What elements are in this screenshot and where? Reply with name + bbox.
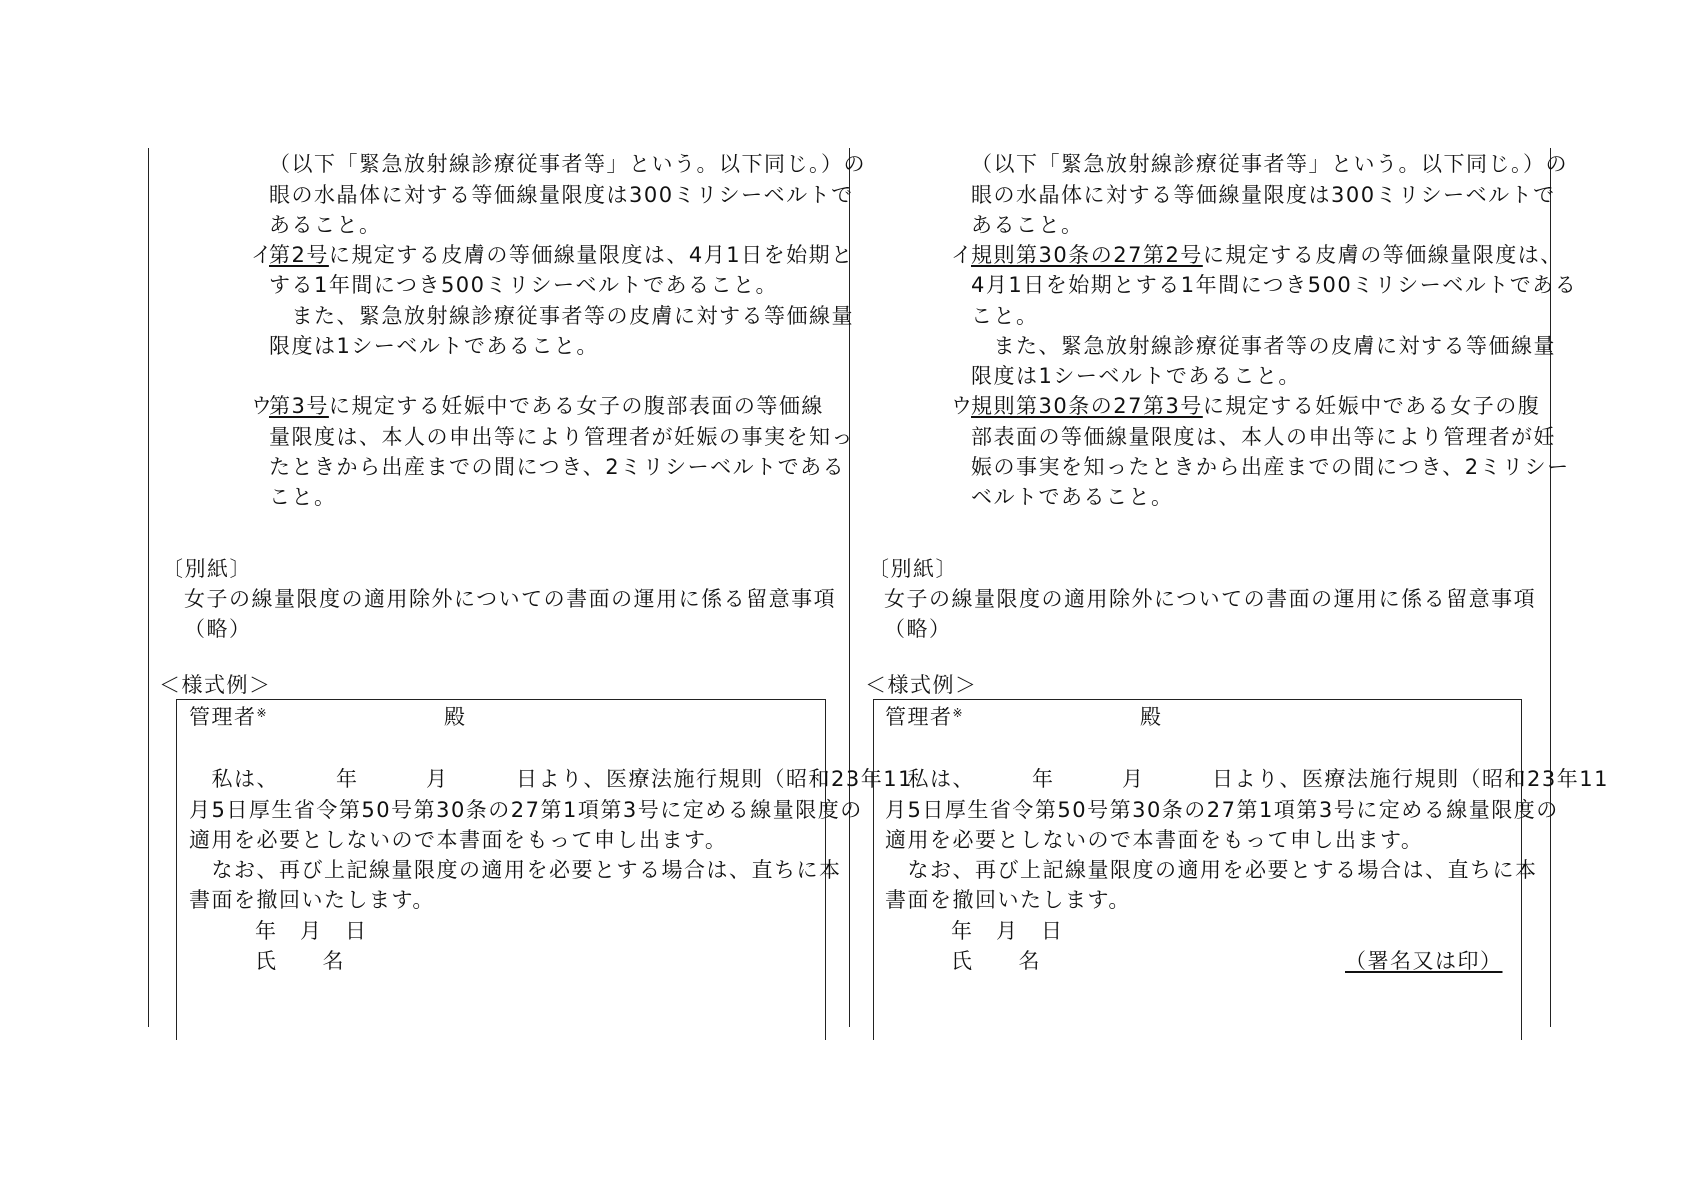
line-text: に規定する皮膚の等価線量限度は、 xyxy=(1202,243,1563,267)
form-text-line: 私は、 年 月 日より、医療法施行規則（昭和23年11 xyxy=(189,767,913,791)
body-line xyxy=(971,423,1556,451)
form-text-line: 私は、 年 月 日より、医療法施行規則（昭和23年11 xyxy=(885,767,1609,791)
attachment-title: 女子の線量限度の適用除外についての書面の運用に係る留意事項 xyxy=(884,587,1537,611)
body-line xyxy=(971,271,1577,299)
line-text: こと。 xyxy=(971,304,1039,328)
line-text: 限度は1シーベルトであること。 xyxy=(971,364,1301,388)
form-example-label: ＜様式例＞ xyxy=(865,673,978,697)
underlined-reference: 第2号 xyxy=(269,243,329,267)
body-line xyxy=(971,150,1568,178)
note-mark: ※ xyxy=(952,706,965,720)
note-mark: ※ xyxy=(256,706,269,720)
center-divider-line xyxy=(849,148,850,1027)
attachment-heading: 〔別紙〕 xyxy=(868,557,958,581)
body-line xyxy=(269,271,778,299)
line-text: あること。 xyxy=(269,213,382,237)
body-line xyxy=(269,302,854,330)
underlined-reference: 規則第30条の27第2号 xyxy=(971,243,1203,267)
honorific: 殿 xyxy=(1140,705,1163,729)
line-text: 眼の水晶体に対する等価線量限度は300ミリシーベルトで xyxy=(971,183,1556,207)
line-text: に規定する妊娠中である女子の腹 xyxy=(1202,394,1541,418)
body-line xyxy=(269,211,382,239)
body-line xyxy=(269,423,854,451)
addressee-label: 管理者 xyxy=(189,705,257,729)
line-text: ベルトであること。 xyxy=(971,485,1174,509)
form-text-line: 月5日厚生省令第50号第30条の27第1項第3号に定める線量限度の xyxy=(885,798,1559,822)
form-text-line: 書面を撤回いたします。 xyxy=(885,888,1131,912)
body-line xyxy=(269,241,854,269)
item-marker: イ xyxy=(251,243,274,267)
body-line xyxy=(971,483,1174,511)
attachment-title: 女子の線量限度の適用除外についての書面の運用に係る留意事項 xyxy=(184,587,837,611)
form-text-line: なお、再び上記線量限度の適用を必要とする場合は、直ちに本 xyxy=(885,858,1538,882)
left-border-line xyxy=(148,148,149,1027)
line-text: する1年間につき500ミリシーベルトであること。 xyxy=(269,273,779,297)
form-text-line: 月5日厚生省令第50号第30条の27第1項第3号に定める線量限度の xyxy=(189,798,863,822)
line-text: （以下「緊急放射線診療従事者等」という。以下同じ。）の xyxy=(971,152,1568,176)
body-line xyxy=(971,392,1540,420)
line-text: また、緊急放射線診療従事者等の皮膚に対する等価線量 xyxy=(269,304,854,328)
line-text: 娠の事実を知ったときから出産までの間につき、2ミリシー xyxy=(971,455,1570,479)
body-line xyxy=(971,453,1570,481)
body-line xyxy=(269,453,845,481)
line-text: また、緊急放射線診療従事者等の皮膚に対する等価線量 xyxy=(971,334,1556,358)
form-text-line: 適用を必要としないので本書面をもって申し出ます。 xyxy=(885,828,1424,852)
attachment-heading: 〔別紙〕 xyxy=(162,557,252,581)
addressee-label: 管理者 xyxy=(885,705,953,729)
line-text: 部表面の等価線量限度は、本人の申出等により管理者が妊 xyxy=(971,425,1556,449)
item-marker: ウ xyxy=(251,394,274,418)
form-example-label: ＜様式例＞ xyxy=(159,673,272,697)
line-text: （以下「緊急放射線診療従事者等」という。以下同じ。）の xyxy=(269,152,866,176)
form-text-line: 書面を撤回いたします。 xyxy=(189,888,435,912)
body-line xyxy=(269,392,824,420)
line-text: あること。 xyxy=(971,213,1084,237)
attachment-note: （略） xyxy=(884,617,952,641)
line-text: たときから出産までの間につき、2ミリシーベルトである xyxy=(269,455,846,479)
underlined-reference: 第3号 xyxy=(269,394,329,418)
form-text-line: 適用を必要としないので本書面をもって申し出ます。 xyxy=(189,828,728,852)
body-line xyxy=(971,241,1563,269)
item-marker: イ xyxy=(951,243,974,267)
form-name-label: 氏 名 xyxy=(255,949,345,973)
item-marker: ウ xyxy=(951,394,974,418)
body-line xyxy=(971,302,1039,330)
body-line xyxy=(269,181,854,209)
line-text: に規定する皮膚の等価線量限度は、4月1日を始期と xyxy=(328,243,854,267)
form-date: 年 月 日 xyxy=(951,919,1064,943)
body-line xyxy=(971,332,1556,360)
form-addressee xyxy=(189,703,268,731)
attachment-note: （略） xyxy=(184,617,252,641)
line-text: 4月1日を始期とする1年間につき500ミリシーベルトである xyxy=(971,273,1578,297)
body-line xyxy=(269,332,599,360)
signature-or-seal: （署名又は印） xyxy=(1345,949,1503,973)
form-text-line: なお、再び上記線量限度の適用を必要とする場合は、直ちに本 xyxy=(189,858,842,882)
line-text: に規定する妊娠中である女子の腹部表面の等価線 xyxy=(328,394,824,418)
body-line xyxy=(269,150,866,178)
body-line xyxy=(269,483,337,511)
body-line xyxy=(971,181,1556,209)
line-text: 眼の水晶体に対する等価線量限度は300ミリシーベルトで xyxy=(269,183,854,207)
underlined-reference: 規則第30条の27第3号 xyxy=(971,394,1203,418)
form-addressee xyxy=(885,703,964,731)
line-text: こと。 xyxy=(269,485,337,509)
form-date: 年 月 日 xyxy=(255,919,368,943)
line-text: 量限度は、本人の申出等により管理者が妊娠の事実を知っ xyxy=(269,425,854,449)
body-line xyxy=(971,211,1084,239)
line-text: 限度は1シーベルトであること。 xyxy=(269,334,599,358)
honorific: 殿 xyxy=(444,705,467,729)
body-line xyxy=(971,362,1301,390)
form-name-label: 氏 名 xyxy=(951,949,1041,973)
